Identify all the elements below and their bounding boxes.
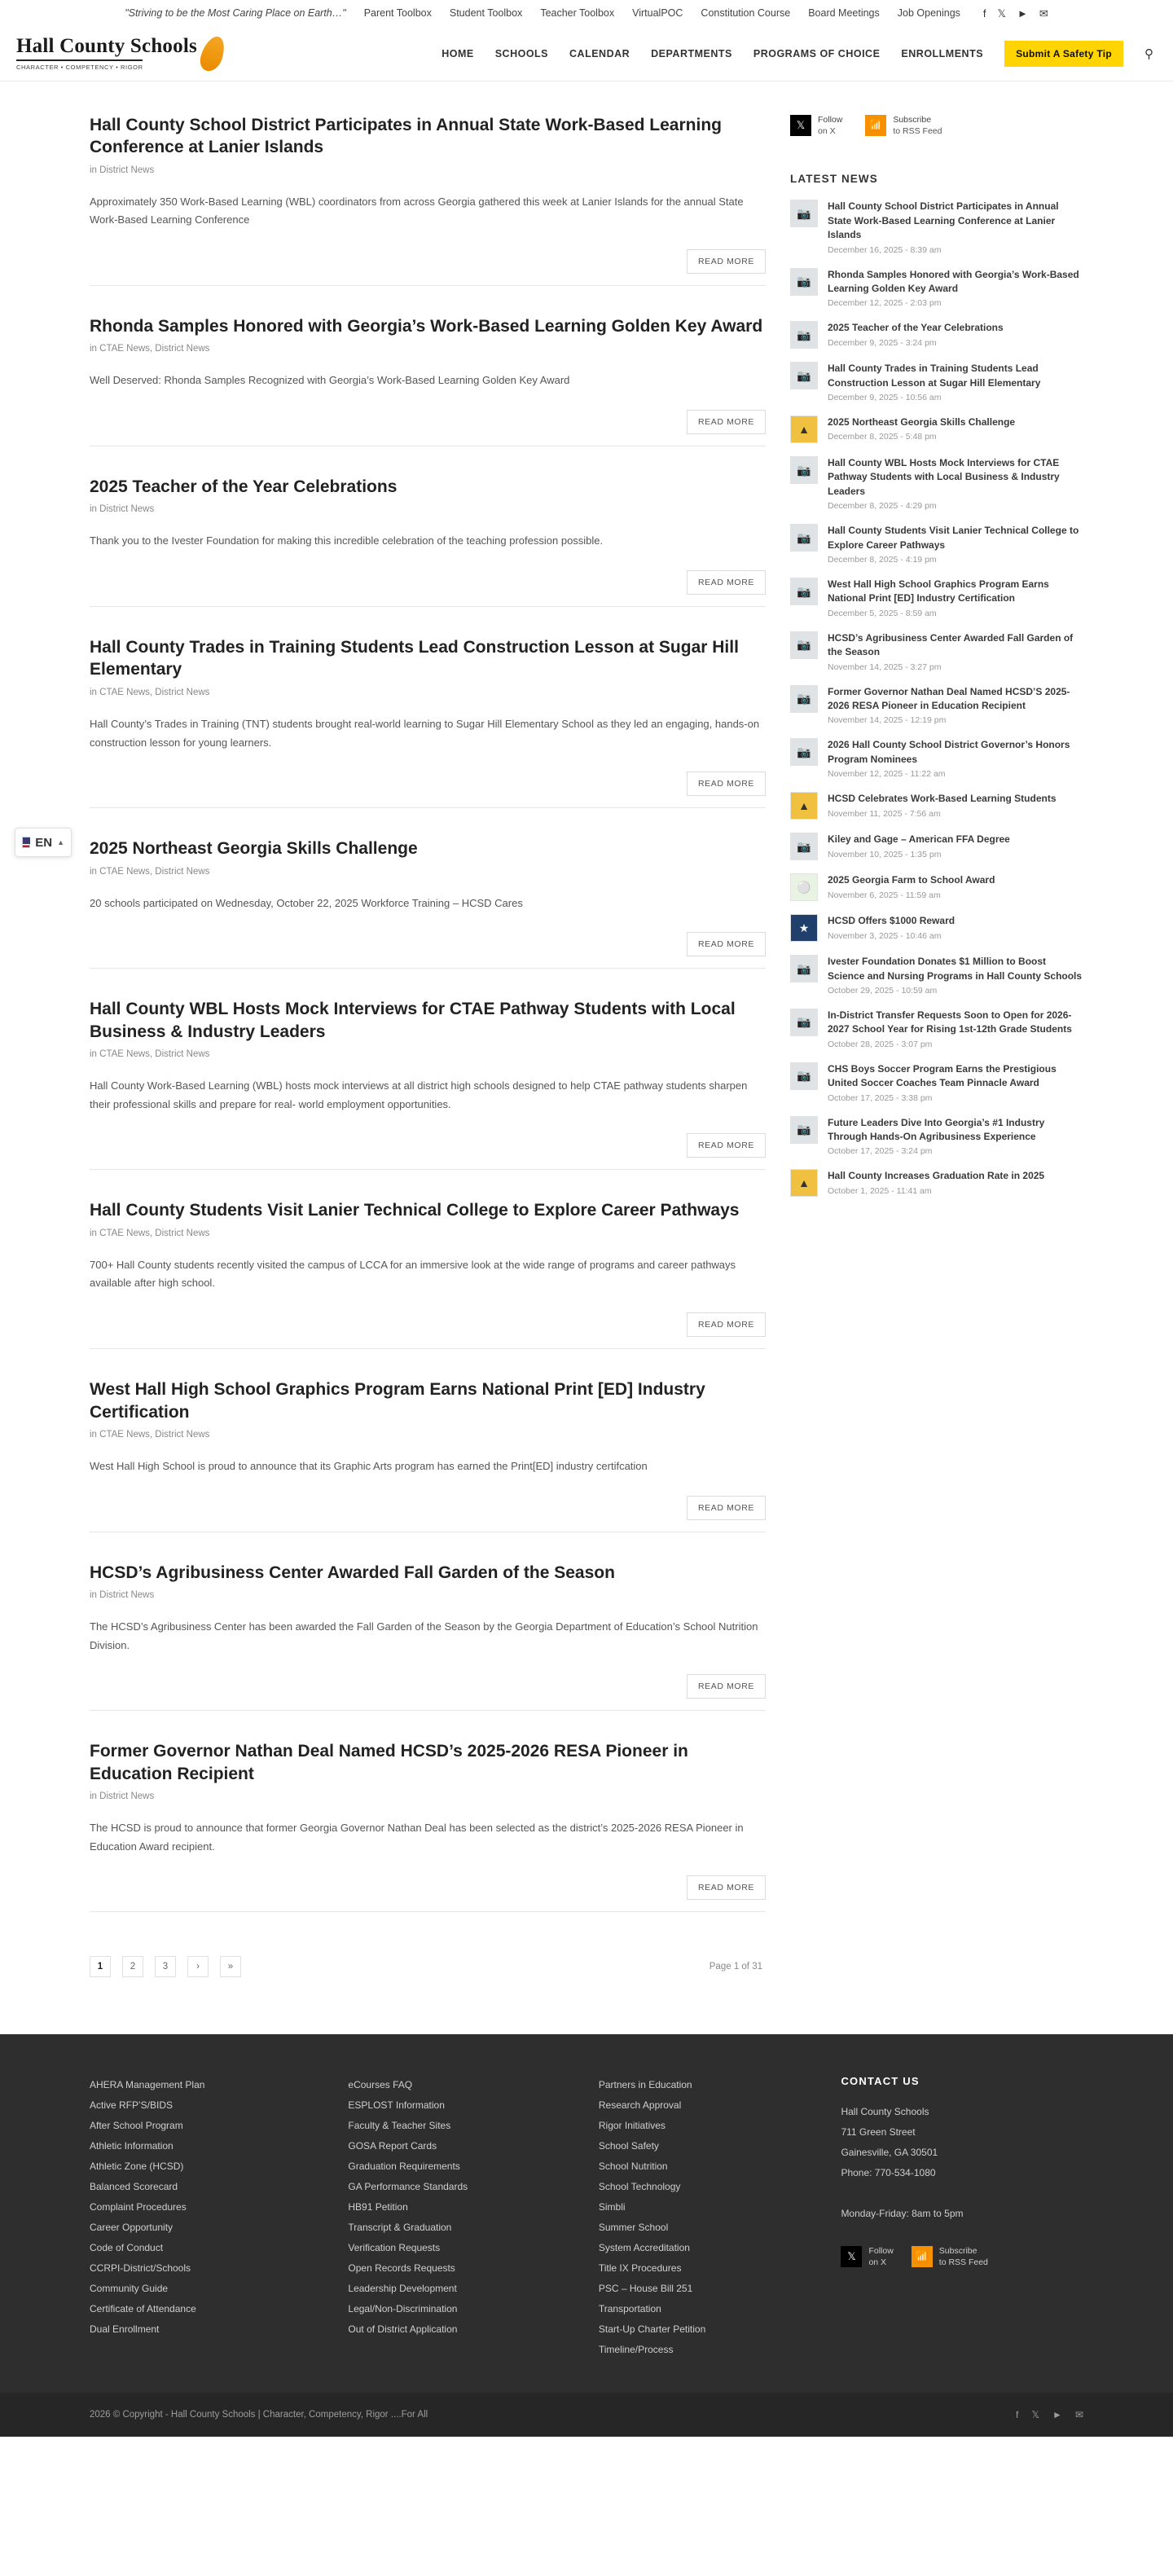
news-title[interactable]: Hall County Increases Graduation Rate in 2025	[828, 1170, 1045, 1182]
news-title[interactable]: Future Leaders Dive Into Georgia’s #1 Industry Through Hands-On Agribusiness Experience	[828, 1116, 1045, 1142]
main-navigation	[442, 41, 1173, 67]
article-excerpt: Well Deserved: Rhonda Samples Recognized with Georgia’s Work-Based Learning Golden Key Award	[90, 374, 570, 387]
thumbnail-image: 📷	[790, 685, 818, 713]
toplink-parent-toolbox[interactable]: Parent Toolbox	[363, 7, 432, 19]
news-title[interactable]: HCSD’s Agribusiness Center Awarded Fall Garden of the Season	[828, 631, 1074, 658]
toplink-teacher-toolbox[interactable]: Teacher Toolbox	[540, 7, 615, 19]
list-item[interactable]	[790, 685, 1083, 726]
subscribe-label: Subscribe	[893, 115, 932, 125]
footer-bottom-bar	[0, 2393, 1173, 2437]
article-list	[0, 114, 766, 2010]
footer-link[interactable]: Athletic Information	[90, 2140, 174, 2152]
footer-column-1	[90, 2075, 348, 2359]
top-utility-bar	[0, 0, 1173, 26]
footer-link[interactable]: Partners in Education	[598, 2079, 692, 2091]
news-title[interactable]: HCSD Celebrates Work-Based Learning Students	[828, 793, 1057, 805]
footer-link[interactable]: GA Performance Standards	[348, 2181, 468, 2193]
news-title[interactable]: CHS Boys Soccer Program Earns the Prestigious United Soccer Coaches Team Pinnacle Award	[828, 1062, 1057, 1089]
footer-link[interactable]: Active RFP’S/BIDS	[90, 2099, 174, 2112]
news-title[interactable]: 2025 Northeast Georgia Skills Challenge	[828, 416, 1016, 429]
footer-link[interactable]: Simbli	[598, 2201, 626, 2213]
news-title[interactable]: West Hall High School Graphics Program Earns National Print [ED] Industry Certification	[828, 578, 1049, 604]
news-date: November 14, 2025 - 3:27 pm	[828, 662, 942, 672]
list-item[interactable]	[790, 1116, 1083, 1157]
list-item[interactable]	[790, 833, 1083, 860]
article-item	[90, 1378, 766, 1561]
article-title[interactable]: 2025 Northeast Georgia Skills Challenge	[90, 839, 418, 859]
thumbnail-image: 📷	[790, 631, 818, 659]
list-item[interactable]	[790, 456, 1083, 511]
news-title[interactable]: In-District Transfer Requests Soon to Open for 2026-2027 School Year for Rising 1st-12th Grade Students	[828, 1009, 1072, 1035]
footer-link[interactable]: Athletic Zone (HCSD)	[90, 2161, 184, 2173]
read-more-button[interactable]: READ MORE	[687, 249, 766, 274]
list-item[interactable]	[790, 200, 1083, 254]
article-title[interactable]: Former Governor Nathan Deal Named HCSD’s 2025-2026 RESA Pioneer in Education Recipient	[90, 1742, 688, 1783]
news-date: October 28, 2025 - 3:07 pm	[828, 1039, 933, 1049]
thumbnail-image: 📷	[790, 321, 818, 349]
news-title[interactable]: Hall County Trades in Training Students Lead Construction Lesson at Sugar Hill Elementary	[828, 363, 1041, 389]
footer-link[interactable]: AHERA Management Plan	[90, 2079, 205, 2091]
article-excerpt: The HCSD is proud to announce that former Georgia Governor Nathan Deal has been selected as the district’s 2025-2026 RESA Pioneer in Education Award recipient.	[90, 1821, 744, 1853]
article-meta: in District News	[90, 504, 155, 515]
footer-subscribe-label: Subscribe	[938, 2246, 978, 2257]
footer-link[interactable]: Code of Conduct	[90, 2242, 164, 2254]
footer-link[interactable]: Career Opportunity	[90, 2222, 174, 2234]
list-item[interactable]	[790, 1009, 1083, 1049]
news-date: December 8, 2025 - 4:19 pm	[828, 555, 937, 565]
news-title[interactable]: Hall County WBL Hosts Mock Interviews for CTAE Pathway Students with Local Business & Industry Leaders	[828, 457, 1060, 497]
facebook-icon[interactable]: f	[1016, 2408, 1019, 2420]
news-date: December 9, 2025 - 10:56 am	[828, 393, 942, 403]
toplink-virtualpoc[interactable]: VirtualPOC	[632, 7, 683, 19]
submit-safety-tip-button[interactable]: Submit A Safety Tip	[1004, 41, 1123, 67]
footer-link[interactable]: eCourses FAQ	[348, 2079, 413, 2091]
article-title[interactable]: Hall County Students Visit Lanier Technical College to Explore Career Pathways	[90, 1201, 740, 1220]
pagination-page-3[interactable]: 3	[155, 1956, 176, 1977]
news-date: November 11, 2025 - 7:56 am	[828, 808, 941, 819]
pagination-page-2[interactable]: 2	[122, 1956, 143, 1977]
sidebar	[766, 114, 1173, 2010]
mail-icon[interactable]: ✉	[1074, 2408, 1083, 2420]
read-more-button[interactable]: READ MORE	[687, 1133, 766, 1158]
footer-link[interactable]: Dual Enrollment	[90, 2323, 160, 2335]
article-excerpt: 700+ Hall County students recently visited the campus of LCCA for an immersive look at the wide range of programs and career pathways available after high school.	[90, 1258, 736, 1290]
read-more-button[interactable]: READ MORE	[687, 1312, 766, 1337]
list-item[interactable]	[790, 873, 1083, 901]
youtube-icon[interactable]: ►	[1052, 2408, 1062, 2420]
footer-link[interactable]: School Safety	[598, 2140, 659, 2152]
news-title[interactable]: Hall County Students Visit Lanier Technical College to Explore Career Pathways	[828, 525, 1079, 551]
article-meta: in CTAE News, District News	[90, 1228, 210, 1238]
article-title[interactable]: Hall County Trades in Training Students Lead Construction Lesson at Sugar Hill Elementary	[90, 638, 739, 679]
news-date: December 9, 2025 - 3:24 pm	[828, 337, 937, 348]
news-date: December 8, 2025 - 4:29 pm	[828, 501, 937, 512]
nav-item-enrollments[interactable]: ENROLLMENTS	[901, 47, 984, 59]
thumbnail-image: 📷	[790, 1116, 818, 1144]
flame-icon	[196, 34, 228, 73]
article-title[interactable]: HCSD’s Agribusiness Center Awarded Fall Garden of the Season	[90, 1563, 615, 1582]
article-item	[90, 636, 766, 837]
news-title[interactable]: 2025 Georgia Farm to School Award	[828, 874, 995, 886]
subscribe-rss-button[interactable]	[865, 114, 942, 137]
news-date: October 17, 2025 - 3:38 pm	[828, 1092, 933, 1103]
article-excerpt: 20 schools participated on Wednesday, October 22, 2025 Workforce Training – HCSD Cares	[90, 896, 523, 909]
news-title[interactable]: Kiley and Gage – American FFA Degree	[828, 833, 1010, 846]
nav-item-home[interactable]: HOME	[442, 47, 474, 59]
contact-line: Hall County Schools	[841, 2106, 929, 2118]
article-item	[90, 1740, 766, 1941]
article-item	[90, 476, 766, 636]
contact-line: Gainesville, GA 30501	[841, 2147, 938, 2159]
pagination-last-icon[interactable]: »	[220, 1956, 241, 1977]
article-excerpt: Hall County Work-Based Learning (WBL) hosts mock interviews at all district high schools designed to help CTAE pathway students sharpen their professional skills and prepare for real- world employment opportunities.	[90, 1079, 748, 1110]
news-date: November 6, 2025 - 11:59 am	[828, 890, 941, 900]
footer-link[interactable]: Certificate of Attendance	[90, 2302, 196, 2314]
article-meta: in CTAE News, District News	[90, 866, 210, 877]
contact-line: Phone: 770-534-1080	[841, 2167, 936, 2179]
news-date: December 16, 2025 - 8:39 am	[828, 244, 942, 255]
list-item[interactable]	[790, 955, 1083, 996]
footer-follow-on-x-button[interactable]	[841, 2245, 893, 2268]
footer-link[interactable]: School Nutrition	[598, 2161, 668, 2173]
news-title[interactable]: Ivester Foundation Donates $1 Million to Boost Science and Nursing Programs in Hall County Schools	[828, 956, 1083, 982]
logo-title: Hall County Schools	[16, 35, 197, 58]
read-more-button[interactable]: READ MORE	[687, 570, 766, 595]
news-date: December 5, 2025 - 8:59 am	[828, 608, 937, 618]
article-meta: in District News	[90, 1791, 155, 1801]
thumbnail-image: ★	[790, 914, 818, 942]
footer-link[interactable]: Summer School	[598, 2222, 669, 2234]
contact-heading: CONTACT US	[841, 2075, 920, 2088]
x-icon[interactable]: 𝕏	[1031, 2408, 1040, 2420]
copyright-text: 2026 © Copyright - Hall County Schools | Character, Competency, Rigor ....For All	[90, 2409, 428, 2420]
article-meta: in CTAE News, District News	[90, 687, 210, 697]
footer-link[interactable]: Community Guide	[90, 2282, 169, 2294]
thumbnail-image: 📷	[790, 833, 818, 860]
chevron-up-icon: ▲	[57, 838, 64, 846]
contact-hours: Monday-Friday: 8am to 5pm	[841, 2208, 964, 2220]
list-item[interactable]	[790, 1169, 1083, 1197]
news-date: December 8, 2025 - 5:48 pm	[828, 432, 937, 442]
footer-link[interactable]: Open Records Requests	[348, 2262, 455, 2275]
footer-link[interactable]: GOSA Report Cards	[348, 2140, 437, 2152]
toplink-student-toolbox[interactable]: Student Toolbox	[449, 7, 523, 19]
toplink-board-meetings[interactable]: Board Meetings	[808, 7, 880, 19]
list-item[interactable]	[790, 1062, 1083, 1103]
language-selector[interactable]	[15, 828, 72, 857]
article-item	[90, 837, 766, 998]
nav-item-calendar[interactable]: CALENDAR	[569, 47, 630, 59]
article-excerpt: West Hall High School is proud to announce that its Graphic Arts program has earned the Print[ED] industry certifcation	[90, 1459, 648, 1472]
contact-line: 711 Green Street	[841, 2126, 916, 2139]
news-title[interactable]: HCSD Offers $1000 Reward	[828, 915, 956, 927]
news-date: November 3, 2025 - 10:46 am	[828, 930, 942, 941]
footer-link[interactable]: Faculty & Teacher Sites	[348, 2120, 451, 2132]
news-title[interactable]: 2026 Hall County School District Governor’s Honors Program Nominees	[828, 739, 1070, 765]
nav-item-departments[interactable]: DEPARTMENTS	[651, 47, 732, 59]
footer-link[interactable]: Leadership Development	[348, 2282, 457, 2294]
pagination-page-info: Page 1 of 31	[709, 1962, 762, 1972]
news-date: December 12, 2025 - 2:03 pm	[828, 298, 942, 309]
thumbnail-image: 📷	[790, 1009, 818, 1036]
article-meta: in CTAE News, District News	[90, 344, 210, 354]
youtube-icon[interactable]: ►	[1017, 7, 1028, 20]
article-item	[90, 1562, 766, 1741]
article-title[interactable]: West Hall High School Graphics Program Earns National Print [ED] Industry Certification	[90, 1380, 705, 1422]
thumbnail-image: 📷	[790, 200, 818, 227]
sidebar-social-row	[790, 114, 1083, 137]
read-more-button[interactable]: READ MORE	[687, 1496, 766, 1520]
thumbnail-image: 📷	[790, 268, 818, 296]
footer-link[interactable]: School Technology	[598, 2181, 681, 2193]
read-more-button[interactable]: READ MORE	[687, 1875, 766, 1900]
article-item	[90, 1199, 766, 1378]
article-meta: in CTAE News, District News	[90, 1048, 210, 1059]
nav-item-schools[interactable]: SCHOOLS	[494, 47, 549, 59]
x-icon: 𝕏	[790, 115, 811, 136]
footer-link[interactable]: Legal/Non-Discrimination	[348, 2302, 458, 2314]
footer-link[interactable]: Complaint Procedures	[90, 2201, 187, 2213]
list-item[interactable]	[790, 792, 1083, 820]
article-item	[90, 114, 766, 315]
thumbnail-image: 📷	[790, 456, 818, 484]
follow-on-x-button[interactable]	[790, 114, 842, 137]
footer-contact	[841, 2075, 1083, 2359]
article-title[interactable]: Hall County WBL Hosts Mock Interviews for CTAE Pathway Students with Local Business & Industry Leaders	[90, 1000, 736, 1041]
list-item[interactable]	[790, 738, 1083, 779]
footer-link[interactable]: ESPLOST Information	[348, 2099, 445, 2112]
read-more-button[interactable]: READ MORE	[687, 1674, 766, 1699]
footer-link[interactable]: Verification Requests	[348, 2242, 441, 2254]
footer-link[interactable]: Balanced Scorecard	[90, 2181, 178, 2193]
site-logo[interactable]	[16, 36, 223, 72]
pagination-next-icon[interactable]: ›	[187, 1956, 209, 1977]
list-item[interactable]	[790, 321, 1083, 349]
article-excerpt: Hall County’s Trades in Training (TNT) students brought real-world learning to Sugar Hill Elementary School as they led an engaging, hands-on construction lesson for young learners.	[90, 717, 760, 749]
news-date: November 10, 2025 - 1:35 pm	[828, 849, 942, 859]
list-item[interactable]	[790, 362, 1083, 402]
news-title[interactable]: Former Governor Nathan Deal Named HCSD’S 2025-2026 RESA Pioneer in Education Recipient	[828, 685, 1070, 711]
footer-subscribe-rss-button[interactable]	[912, 2245, 988, 2268]
footer-link[interactable]: Research Approval	[598, 2099, 682, 2112]
site-header	[0, 26, 1173, 81]
footer-subscribe-sub: to RSS Feed	[938, 2257, 988, 2268]
footer-follow-label: Follow	[868, 2246, 894, 2257]
footer-link[interactable]: Transcript & Graduation	[348, 2222, 452, 2234]
rss-icon: 📶	[912, 2246, 933, 2267]
nav-item-programs-of-choice[interactable]: PROGRAMS OF CHOICE	[753, 47, 881, 59]
x-icon[interactable]: 𝕏	[997, 7, 1007, 20]
article-title[interactable]: Hall County School District Participates in Annual State Work-Based Learning Conference at Lanier Islands	[90, 116, 722, 157]
read-more-button[interactable]: READ MORE	[687, 410, 766, 434]
pagination	[90, 1956, 766, 1977]
logo-subtitle: CHARACTER • COMPETENCY • RIGOR	[16, 63, 143, 71]
footer-column-3	[599, 2075, 841, 2359]
pagination-page-1[interactable]: 1	[90, 1956, 111, 1977]
thumbnail-image: 📷	[790, 1062, 818, 1090]
rss-icon: 📶	[865, 115, 886, 136]
thumbnail-image: 📷	[790, 524, 818, 552]
article-item	[90, 998, 766, 1199]
thumbnail-image: 📷	[790, 955, 818, 982]
news-date: October 29, 2025 - 10:59 am	[828, 985, 938, 996]
footer-link[interactable]: System Accreditation	[598, 2242, 690, 2254]
footer-follow-sub: on X	[868, 2257, 887, 2268]
footer-link[interactable]: CCRPI-District/Schools	[90, 2262, 191, 2275]
footer-link[interactable]: Timeline/Process	[598, 2343, 674, 2355]
follow-label: Follow	[818, 115, 843, 125]
footer-link[interactable]: Start-Up Charter Petition	[598, 2323, 706, 2335]
article-excerpt: The HCSD’s Agribusiness Center has been awarded the Fall Garden of the Season by the Georgia Department of Education’s School Nutrition Division.	[90, 1620, 758, 1651]
article-excerpt: Thank you to the Ivester Foundation for making this incredible celebration of the teaching profession possible.	[90, 534, 604, 547]
news-title[interactable]: 2025 Teacher of the Year Celebrations	[828, 322, 1004, 334]
news-title[interactable]: Hall County School District Participates in Annual State Work-Based Learning Conference at Lanier Islands	[828, 200, 1059, 241]
tagline-text: "Striving to be the Most Caring Place on Earth…"	[125, 7, 346, 19]
thumbnail-image: ⚪	[790, 873, 818, 901]
footer-link[interactable]: Transportation	[598, 2302, 661, 2314]
footer-link[interactable]: Title IX Procedures	[598, 2262, 682, 2275]
list-item[interactable]	[790, 524, 1083, 565]
footer-link[interactable]: Graduation Requirements	[348, 2161, 460, 2173]
facebook-icon[interactable]: f	[982, 7, 986, 20]
footer-link[interactable]: Rigor Initiatives	[598, 2120, 666, 2132]
thumbnail-image: ▲	[790, 792, 818, 820]
thumbnail-image: 📷	[790, 738, 818, 766]
latest-news-heading: LATEST NEWS	[790, 173, 878, 186]
follow-sub: on X	[818, 126, 836, 137]
news-date: November 12, 2025 - 11:22 am	[828, 769, 946, 780]
contact-line-spacer	[841, 2183, 1067, 2204]
list-item[interactable]	[790, 914, 1083, 942]
list-item[interactable]	[790, 631, 1083, 672]
footer-column-2	[348, 2075, 598, 2359]
news-date: October 1, 2025 - 11:41 am	[828, 1185, 932, 1196]
read-more-button[interactable]: READ MORE	[687, 932, 766, 956]
read-more-button[interactable]: READ MORE	[687, 771, 766, 796]
article-item	[90, 315, 766, 476]
language-code: EN	[35, 835, 53, 850]
logo-divider	[16, 59, 143, 61]
news-date: October 17, 2025 - 3:24 pm	[828, 1146, 933, 1157]
footer-link[interactable]: Out of District Application	[348, 2323, 458, 2335]
search-icon[interactable]: ⚲	[1144, 46, 1153, 61]
news-date: November 14, 2025 - 12:19 pm	[828, 715, 947, 726]
footer-link[interactable]: HB91 Petition	[348, 2201, 408, 2213]
subscribe-sub: to RSS Feed	[893, 126, 942, 137]
us-flag-icon	[22, 837, 30, 848]
thumbnail-image: 📷	[790, 578, 818, 605]
footer-link[interactable]: After School Program	[90, 2120, 183, 2132]
article-title[interactable]: 2025 Teacher of the Year Celebrations	[90, 477, 398, 497]
article-meta: in District News	[90, 1589, 155, 1600]
list-item[interactable]	[790, 415, 1083, 443]
toplink-job-openings[interactable]: Job Openings	[897, 7, 960, 19]
thumbnail-image: 📷	[790, 362, 818, 389]
site-footer	[0, 2034, 1173, 2392]
list-item[interactable]	[790, 578, 1083, 618]
article-meta: in District News	[90, 165, 155, 175]
list-item[interactable]	[790, 268, 1083, 309]
thumbnail-image: ▲	[790, 1169, 818, 1197]
article-meta: in CTAE News, District News	[90, 1429, 210, 1440]
footer-link[interactable]: PSC – House Bill 251	[598, 2282, 693, 2294]
page-body	[0, 81, 1173, 2010]
article-excerpt: Approximately 350 Work-Based Learning (WBL) coordinators from across Georgia gathered this week at Lanier Islands for the annual State Work-Based Learning Conference	[90, 195, 744, 226]
toplink-constitution-course[interactable]: Constitution Course	[701, 7, 791, 19]
article-title[interactable]: Rhonda Samples Honored with Georgia’s Work-Based Learning Golden Key Award	[90, 317, 763, 336]
news-title[interactable]: Rhonda Samples Honored with Georgia’s Work-Based Learning Golden Key Award	[828, 268, 1079, 294]
x-icon: 𝕏	[841, 2246, 862, 2267]
thumbnail-image: ▲	[790, 415, 818, 443]
mail-icon[interactable]: ✉	[1039, 7, 1048, 20]
